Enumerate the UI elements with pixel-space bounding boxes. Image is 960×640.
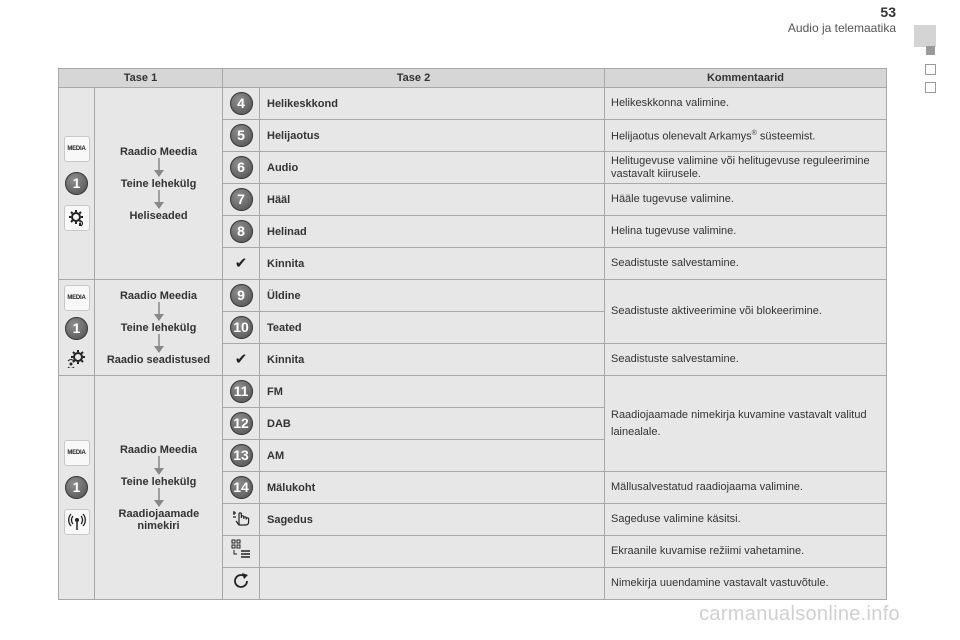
arrow-down-icon — [153, 158, 165, 178]
arrow-down-icon — [153, 488, 165, 508]
setting-comment: Raadiojaamade nimekirja kuvamine vastavalt valitud lainealale. — [605, 376, 887, 472]
radio-settings-icon — [65, 346, 89, 370]
media-button-icon: MEDIA — [64, 136, 90, 162]
chapter-tab-active — [914, 25, 936, 47]
marker-badge: 6 — [230, 156, 253, 179]
sound-settings-icon — [64, 205, 90, 231]
hand-icon — [231, 507, 251, 527]
column-header-level2: Tase 2 — [223, 69, 605, 88]
confirm-check-icon: ✔ — [234, 255, 248, 272]
setting-name: Kinnita — [260, 248, 605, 280]
setting-name — [260, 568, 605, 600]
setting-comment: Seadistuste aktiveerimine või blokeerimine. — [605, 280, 887, 344]
setting-name: Hääl — [260, 184, 605, 216]
setting-name: Helinad — [260, 216, 605, 248]
path-step-label: Teine lehekülg — [120, 177, 197, 190]
arrow-down-icon — [153, 456, 165, 476]
chapter-tab-dot — [926, 46, 935, 55]
confirm-check-icon: ✔ — [234, 351, 248, 368]
setting-comment: Nimekirja uuendamine vastavalt vastuvõtule. — [605, 568, 887, 600]
marker-badge: 8 — [230, 220, 253, 243]
setting-comment: Hääle tugevuse valimine. — [605, 184, 887, 216]
setting-comment: Helikeskkonna valimine. — [605, 88, 887, 120]
step-number-badge: 1 — [65, 317, 88, 340]
display-mode-icon — [231, 539, 251, 559]
setting-name — [260, 536, 605, 568]
setting-comment: Seadistuste salvestamine. — [605, 248, 887, 280]
step-number-badge: 1 — [65, 476, 88, 499]
marker-badge: 10 — [230, 316, 253, 339]
setting-comment: Helina tugevuse valimine. — [605, 216, 887, 248]
setting-name: Üldine — [260, 280, 605, 312]
marker-badge: 14 — [230, 476, 253, 499]
marker-badge: 7 — [230, 188, 253, 211]
path-step-label: Heliseaded — [129, 209, 188, 222]
chapter-tab-square — [925, 64, 936, 75]
marker-badge: 13 — [230, 444, 253, 467]
setting-name: AM — [260, 440, 605, 472]
settings-table — [58, 68, 887, 600]
path-step-label: Teine lehekülg — [120, 475, 197, 488]
setting-name: Helikeskkond — [260, 88, 605, 120]
setting-name: Helijaotus — [260, 120, 605, 152]
path-step-label: Teine lehekülg — [120, 321, 197, 334]
setting-name: Sagedus — [260, 504, 605, 536]
group-path-cell — [95, 280, 223, 376]
section-title: Audio ja telemaatika — [787, 21, 896, 35]
setting-name: Teated — [260, 312, 605, 344]
setting-comment: Seadistuste salvestamine. — [605, 344, 887, 376]
refresh-icon — [231, 571, 251, 591]
marker-badge: 12 — [230, 412, 253, 435]
path-step-label: Raadio Meedia — [119, 443, 198, 456]
path-step-label: Raadio Meedia — [119, 289, 198, 302]
group-path-cell — [95, 376, 223, 600]
setting-comment: Ekraanile kuvamise režiimi vahetamine. — [605, 536, 887, 568]
setting-comment: Helijaotus olenevalt Arkamys® süsteemist. — [605, 120, 887, 152]
setting-name: FM — [260, 376, 605, 408]
arrow-down-icon — [153, 302, 165, 322]
media-button-icon: MEDIA — [64, 285, 90, 311]
setting-name: Audio — [260, 152, 605, 184]
setting-name: Kinnita — [260, 344, 605, 376]
chapter-tab-square — [925, 82, 936, 93]
setting-name: DAB — [260, 408, 605, 440]
column-header-comments: Kommentaarid — [605, 69, 887, 88]
radio-station-list-icon — [64, 509, 90, 535]
group-icons-cell — [59, 280, 95, 376]
path-step-label: Raadio seadistused — [106, 353, 211, 366]
media-button-icon: MEDIA — [64, 440, 90, 466]
arrow-down-icon — [153, 190, 165, 210]
setting-comment: Helitugevuse valimine või helitugevuse reguleerimine vastavalt kiirusele. — [605, 152, 887, 184]
group-icons-cell — [59, 88, 95, 280]
path-step-label: Raadio Meedia — [119, 145, 198, 158]
setting-name: Mälukoht — [260, 472, 605, 504]
setting-comment: Mällusalvestatud raadiojaama valimine. — [605, 472, 887, 504]
column-header-level1: Tase 1 — [59, 69, 223, 88]
group-path-cell — [95, 88, 223, 280]
watermark: carmanualsonline.info — [699, 603, 900, 625]
step-number-badge: 1 — [65, 172, 88, 195]
marker-badge: 9 — [230, 284, 253, 307]
marker-badge: 5 — [230, 124, 253, 147]
marker-badge: 4 — [230, 92, 253, 115]
path-step-label: Raadiojaamade nimekiri — [118, 507, 200, 532]
setting-comment: Sageduse valimine käsitsi. — [605, 504, 887, 536]
group-icons-cell — [59, 376, 95, 600]
arrow-down-icon — [153, 334, 165, 354]
page-number: 53 — [880, 4, 896, 20]
marker-badge: 11 — [230, 380, 253, 403]
